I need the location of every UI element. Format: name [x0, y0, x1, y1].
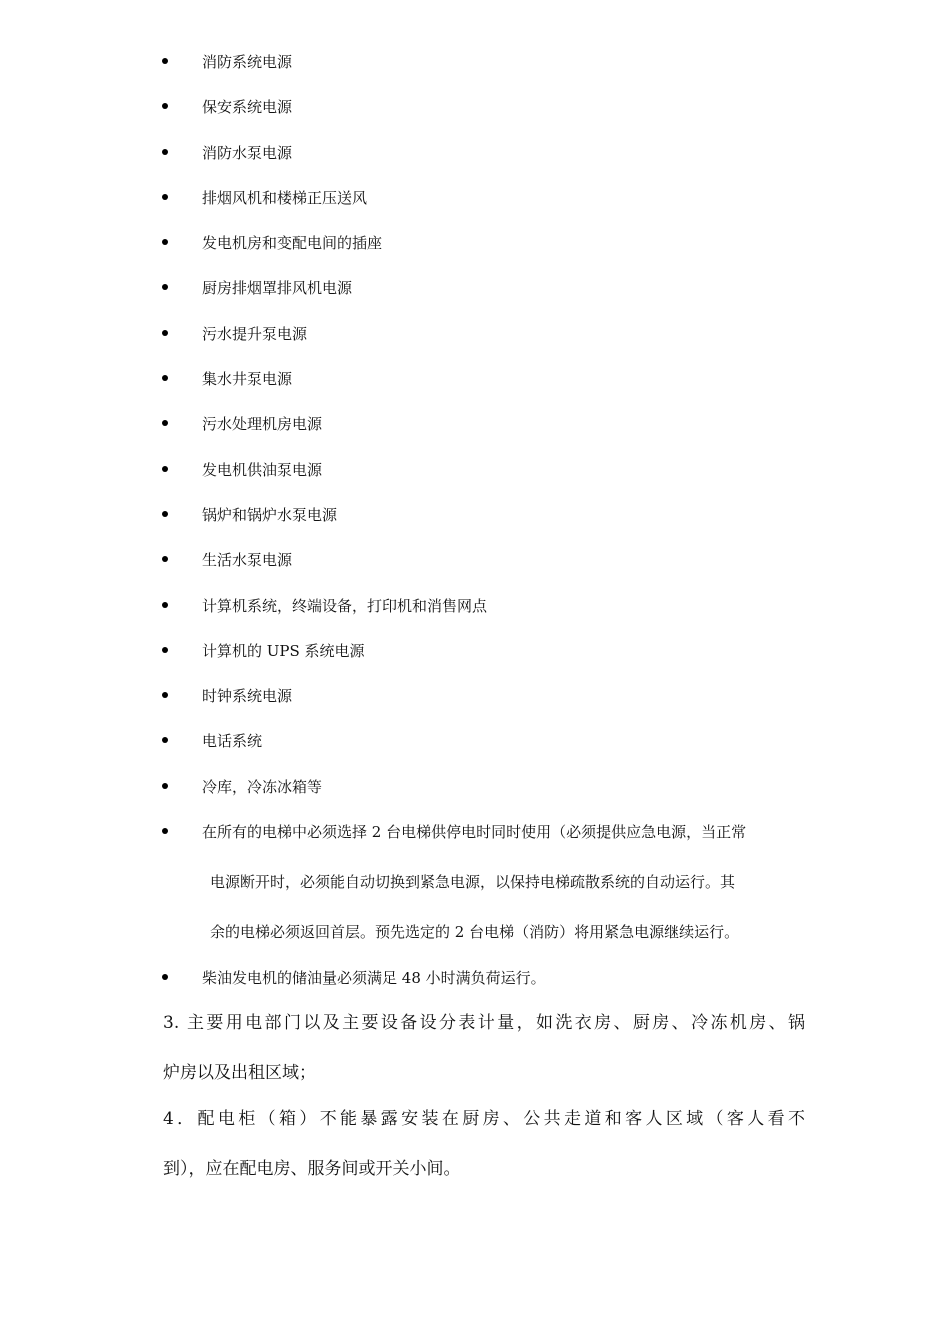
bullet-icon [162, 692, 168, 698]
paragraph-3-line-2: 炉房以及出租区域； [163, 1063, 316, 1083]
list-item: 时钟系统电源 [160, 680, 810, 725]
elevator-line-2: 电源断开时，必须能自动切换到紧急电源，以保持电梯疏散系统的自动运行。其 [210, 873, 736, 892]
bullet-icon [162, 602, 168, 608]
bullet-icon [162, 466, 168, 472]
bullet-icon [162, 330, 168, 336]
power-supply-list [160, 46, 810, 1007]
list-item: 消防系统电源 [160, 46, 810, 91]
bullet-icon [162, 974, 168, 980]
list-item: 污水提升泵电源 [160, 318, 810, 363]
elevator-text [202, 807, 802, 957]
list-item: 排烟风机和楼梯正压送风 [160, 182, 810, 227]
list-item: 冷库，冷冻冰箱等 [160, 771, 810, 816]
bullet-icon [162, 149, 168, 155]
bullet-icon [162, 420, 168, 426]
bullet-icon [162, 58, 168, 64]
list-item: 发电机房和变配电间的插座 [160, 227, 810, 272]
bullet-icon [162, 647, 168, 653]
list-item: 计算机的 UPS 系统电源 [160, 635, 810, 680]
list-item: 集水井泵电源 [160, 363, 810, 408]
list-item: 发电机供油泵电源 [160, 454, 810, 499]
paragraph-3-line-1: 3. 主要用电部门以及主要设备设分表计量，如洗衣房、厨房、冷冻机房、锅 [163, 1013, 805, 1033]
bullet-icon [162, 239, 168, 245]
bullet-icon [162, 375, 168, 381]
list-item: 保安系统电源 [160, 91, 810, 136]
list-item: 消防水泵电源 [160, 137, 810, 182]
bullet-icon [162, 284, 168, 290]
bullet-icon [162, 828, 168, 834]
elevator-line-3: 余的电梯必须返回首层。预先选定的 2 台电梯（消防）将用紧急电源继续运行。 [210, 923, 740, 942]
list-item: 生活水泵电源 [160, 544, 810, 589]
list-item: 计算机系统，终端设备，打印机和消售网点 [160, 590, 810, 635]
elevator-line-1: 在所有的电梯中必须选择 2 台电梯供停电时同时使用（必须提供应急电源，当正常 [202, 823, 747, 842]
list-item-diesel: 柴油发电机的储油量必须满足 48 小时满负荷运行。 [160, 962, 810, 1007]
list-item: 锅炉和锅炉水泵电源 [160, 499, 810, 544]
bullet-icon [162, 737, 168, 743]
bullet-icon [162, 103, 168, 109]
bullet-icon [162, 194, 168, 200]
bullet-icon [162, 511, 168, 517]
bullet-icon [162, 556, 168, 562]
list-item-elevator [160, 816, 810, 962]
list-item: 电话系统 [160, 725, 810, 770]
list-item: 污水处理机房电源 [160, 408, 810, 453]
paragraph-4-line-1: 4．配电柜（箱）不能暴露安装在厨房、公共走道和客人区域（客人看不 [163, 1109, 805, 1129]
bullet-icon [162, 783, 168, 789]
list-item: 厨房排烟罩排风机电源 [160, 272, 810, 317]
paragraph-4 [163, 1094, 805, 1194]
paragraph-3 [163, 998, 805, 1098]
paragraph-4-line-2: 到），应在配电房、服务间或开关小间。 [163, 1159, 461, 1179]
